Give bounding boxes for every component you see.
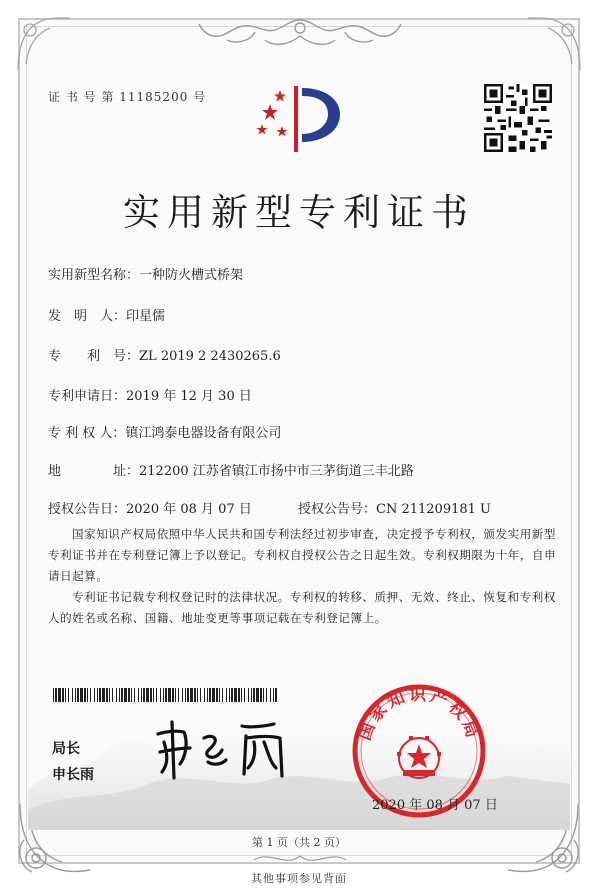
barcode-bar	[53, 688, 54, 702]
seal-text: 国家知识产权局	[354, 685, 484, 744]
filing-date-row	[48, 385, 252, 404]
svg-text:国家知识产权局	[355, 685, 484, 743]
grant-number-value: CN 211209181 U	[376, 502, 491, 517]
barcode-bar	[273, 688, 274, 702]
barcode-bar	[253, 688, 255, 702]
barcode-bar	[256, 688, 259, 702]
barcode-bar	[234, 688, 237, 702]
corner-ornament-top-left	[14, 14, 74, 74]
footer-note: 其他事项参见背面	[251, 872, 347, 885]
patentee-value: 镇江鸿泰电器设备有限公司	[125, 426, 282, 441]
barcode-bar	[263, 688, 264, 702]
barcode-bar	[94, 688, 95, 702]
barcode-bar	[153, 688, 154, 702]
barcode-bar	[121, 688, 123, 702]
certificate-number: 证 书 号 第 11185200 号	[48, 90, 207, 104]
patentee-row	[48, 422, 281, 441]
barcode-bar	[219, 688, 220, 702]
barcode-bar	[204, 688, 205, 702]
handwritten-signature	[150, 712, 300, 788]
grant-date-label: 授权公告日：	[48, 502, 127, 517]
barcode-bar	[77, 688, 79, 702]
barcode-bar	[248, 688, 249, 702]
barcode-bar	[55, 688, 57, 702]
barcode-bar	[131, 688, 132, 702]
barcode-bar	[244, 688, 245, 702]
barcode-bar	[138, 688, 139, 702]
inventor-value: 印星儒	[126, 309, 166, 324]
barcode-bar	[109, 688, 110, 702]
inventor-label: 发 明 人：	[48, 309, 127, 324]
barcode-bar	[62, 688, 64, 702]
filing-date-label: 专利申请日：	[48, 389, 127, 404]
barcode-bar	[200, 688, 201, 702]
barcode-bar	[251, 688, 252, 702]
barcode-bar	[163, 688, 164, 702]
barcode-bar	[156, 688, 157, 702]
barcode-bar	[229, 688, 230, 702]
barcode-bar	[241, 688, 242, 702]
utility-model-name-value: 一种防火槽式桥架	[139, 268, 244, 283]
barcode-bar	[212, 688, 215, 702]
barcode-bar	[119, 688, 120, 702]
barcode-bar	[182, 688, 183, 702]
page-number: 第 1 页（共 2 页）	[252, 836, 346, 849]
inventor-row	[48, 305, 165, 324]
barcode-bar	[168, 688, 171, 702]
patent-number-value: ZL 2019 2 2430265.6	[139, 349, 281, 364]
utility-model-name-row	[48, 264, 243, 283]
barcode-bar	[185, 688, 186, 702]
barcode-bar	[150, 688, 152, 702]
barcode-bar	[90, 688, 91, 702]
grant-date-value: 2020 年 08 月 07 日	[126, 502, 252, 517]
barcode-bar	[172, 688, 174, 702]
barcode-bar	[231, 688, 233, 702]
barcode-bar	[209, 688, 211, 702]
barcode-bar	[128, 688, 130, 702]
barcode-bar	[97, 688, 98, 702]
barcode-bar	[216, 688, 218, 702]
barcode-bar	[68, 688, 69, 702]
barcode-bar	[266, 688, 267, 702]
top-ornament	[195, 14, 405, 54]
barcode-bar	[75, 688, 76, 702]
officer-title: 局长	[52, 741, 80, 757]
barcode-bar	[160, 688, 161, 702]
barcode-bar	[175, 688, 176, 702]
address-value: 212200 江苏省镇江市扬中市三茅街道三丰北路	[139, 464, 414, 479]
patent-office-logo	[252, 80, 352, 160]
barcode-bar	[116, 688, 117, 702]
address-label: 地 址：	[48, 464, 140, 479]
grant-number-row	[298, 498, 491, 517]
barcode-bar	[207, 688, 208, 702]
barcode-bar	[112, 688, 113, 702]
barcode-bar	[165, 688, 167, 702]
barcode-bar	[194, 688, 196, 702]
grant-statement-paragraph: 国家知识产权局依照中华人民共和国专利法经过初步审查，决定授予专利权，颁发实用新型专利证书并在专利登记簿上予以登记。专利权自授权公告之日起生效。专利权期限为十年，自申请日起算。	[48, 527, 557, 583]
barcode-bar	[134, 688, 135, 702]
barcode-bar	[65, 688, 66, 702]
patent-number-row	[48, 345, 281, 364]
barcode-bar	[222, 688, 223, 702]
barcode-bar	[72, 688, 73, 702]
barcode-bar	[190, 688, 193, 702]
utility-model-name-label: 实用新型名称：	[48, 268, 140, 283]
barcode-bar	[146, 688, 149, 702]
grant-date-row	[48, 498, 252, 517]
patent-number-label: 专 利 号：	[48, 349, 140, 364]
seal-date: 2020 年 08 月 07 日	[372, 798, 498, 813]
barcode-bar	[102, 688, 105, 702]
barcode-bar	[238, 688, 240, 702]
filing-date-value: 2019 年 12 月 30 日	[126, 389, 252, 404]
barcode-bar	[84, 688, 86, 702]
barcode-bar	[80, 688, 83, 702]
barcode-bar	[275, 688, 277, 702]
barcode-bar	[260, 688, 262, 702]
corner-ornament-top-right	[524, 14, 584, 74]
certificate-title: 实用新型专利证书	[123, 191, 475, 234]
grant-number-label: 授权公告号：	[298, 502, 377, 517]
barcode-bar	[143, 688, 145, 702]
barcode-bar	[226, 688, 227, 702]
barcode-bar	[58, 688, 61, 702]
barcode-bar	[87, 688, 88, 702]
barcode-bar	[99, 688, 101, 702]
barcode-bar	[106, 688, 108, 702]
barcode-bar	[178, 688, 179, 702]
qr-code	[484, 84, 552, 152]
barcode	[53, 688, 277, 702]
barcode-bar	[270, 688, 271, 702]
patentee-label: 专 利 权 人：	[48, 426, 126, 441]
officer-name: 申长雨	[52, 767, 94, 783]
barcode-bar	[141, 688, 142, 702]
legal-status-paragraph: 专利证书记载专利权登记时的法律状况。专利权的转移、质押、无效、终止、恢复和专利权人的姓名或名称、国籍、地址变更等事项记载在专利登记簿上。	[48, 590, 556, 625]
barcode-bar	[187, 688, 189, 702]
address-row	[48, 460, 414, 479]
barcode-bar	[124, 688, 127, 702]
barcode-bar	[197, 688, 198, 702]
